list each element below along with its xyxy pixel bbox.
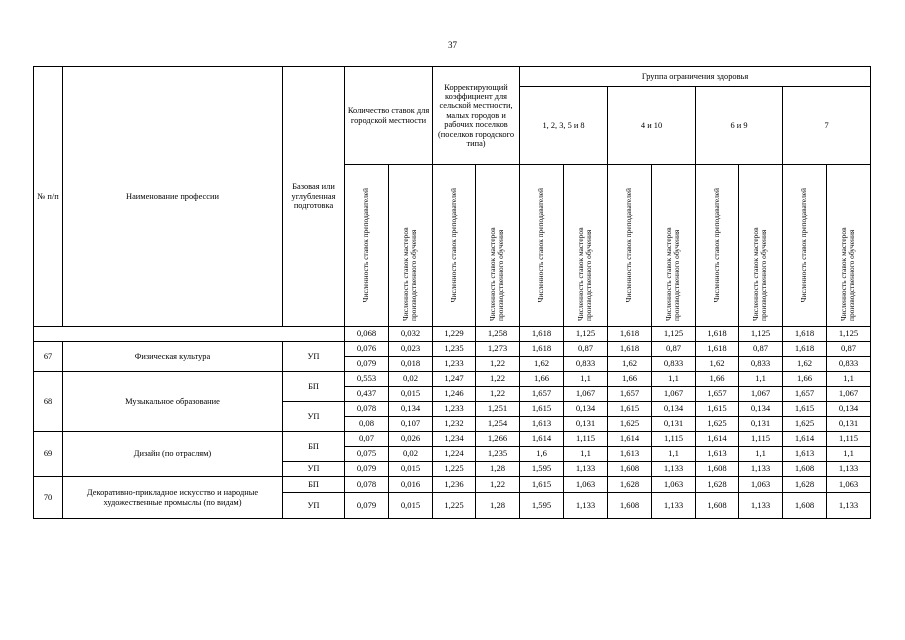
value-cell: 1,595 — [520, 462, 564, 477]
value-cell: 1,115 — [739, 432, 783, 447]
value-cell: 1,234 — [433, 432, 476, 447]
page-number: 37 — [448, 40, 457, 50]
value-cell: 0,02 — [389, 447, 433, 462]
value-cell: 0,015 — [389, 462, 433, 477]
value-cell: 1,1 — [652, 372, 696, 387]
header-masters — [476, 165, 520, 327]
value-cell: 0,134 — [564, 402, 608, 417]
value-cell: 1,247 — [433, 372, 476, 387]
header-masters-label: Численность ставок мастеров производственного обучения — [488, 226, 506, 321]
value-cell: 1,133 — [652, 493, 696, 519]
value-cell: 1,1 — [739, 447, 783, 462]
value-cell: 0,131 — [564, 417, 608, 432]
value-cell: 1,258 — [476, 327, 520, 342]
value-cell: 0,134 — [652, 402, 696, 417]
value-cell: 0,833 — [739, 357, 783, 372]
value-cell: 1,1 — [827, 447, 871, 462]
value-cell: 1,657 — [520, 387, 564, 402]
value-cell: 0,87 — [827, 342, 871, 357]
value-cell: 1,236 — [433, 477, 476, 493]
value-cell: 1,628 — [696, 477, 739, 493]
value-cell: 0,553 — [345, 372, 389, 387]
value-cell: 1,615 — [520, 402, 564, 417]
header-masters-label: Численность ставок мастеров производственного обучения — [576, 226, 594, 321]
value-cell: 0,134 — [827, 402, 871, 417]
header-masters-label: Численность ставок мастеров производственного обучения — [751, 226, 769, 321]
value-cell: 1,625 — [696, 417, 739, 432]
value-cell: 1,608 — [783, 493, 827, 519]
training-type: УП — [283, 493, 345, 519]
header-base: Базовая или углубленная подготовка — [283, 67, 345, 327]
value-cell: 1,615 — [608, 402, 652, 417]
header-group: 1, 2, 3, 5 и 8 — [520, 87, 608, 165]
value-cell: 1,125 — [827, 327, 871, 342]
value-cell: 1,067 — [827, 387, 871, 402]
header-no: № п/п — [34, 67, 63, 327]
header-masters — [739, 165, 783, 327]
table-row — [34, 432, 871, 447]
value-cell: 1,608 — [608, 462, 652, 477]
value-cell: 0,068 — [345, 327, 389, 342]
value-cell: 1,235 — [433, 342, 476, 357]
header-teachers-label: Численность ставок преподавателей — [624, 188, 634, 303]
value-cell: 1,66 — [696, 372, 739, 387]
header-masters-label: Численность ставок мастеров производственного обучения — [401, 226, 419, 321]
value-cell: 1,613 — [696, 447, 739, 462]
value-cell: 1,618 — [696, 327, 739, 342]
header-teachers — [696, 165, 739, 327]
value-cell: 1,615 — [783, 402, 827, 417]
value-cell: 0,078 — [345, 477, 389, 493]
value-cell: 1,063 — [739, 477, 783, 493]
value-cell: 1,063 — [564, 477, 608, 493]
row-number: 67 — [34, 342, 63, 372]
value-cell: 1,1 — [827, 372, 871, 387]
value-cell: 0,134 — [739, 402, 783, 417]
value-cell: 0,032 — [389, 327, 433, 342]
value-cell: 0,079 — [345, 493, 389, 519]
value-cell: 1,62 — [696, 357, 739, 372]
value-cell: 1,614 — [520, 432, 564, 447]
value-cell: 1,133 — [739, 493, 783, 519]
header-masters — [827, 165, 871, 327]
value-cell: 0,134 — [389, 402, 433, 417]
header-teachers — [608, 165, 652, 327]
header-masters — [652, 165, 696, 327]
value-cell: 1,133 — [652, 462, 696, 477]
value-cell: 1,618 — [520, 327, 564, 342]
value-cell: 1,067 — [564, 387, 608, 402]
value-cell: 1,115 — [652, 432, 696, 447]
row-number: 70 — [34, 477, 63, 519]
value-cell: 1,62 — [608, 357, 652, 372]
value-cell: 1,62 — [520, 357, 564, 372]
value-cell: 1,063 — [827, 477, 871, 493]
profession-name: Физическая культура — [63, 342, 283, 372]
value-cell: 0,018 — [389, 357, 433, 372]
value-cell: 1,614 — [783, 432, 827, 447]
value-cell: 1,657 — [783, 387, 827, 402]
value-cell: 1,618 — [608, 327, 652, 342]
table-row — [34, 372, 871, 387]
value-cell: 1,608 — [696, 462, 739, 477]
value-cell: 0,833 — [827, 357, 871, 372]
value-cell: 0,075 — [345, 447, 389, 462]
training-type: БП — [283, 372, 345, 402]
value-cell: 1,233 — [433, 402, 476, 417]
table-row — [34, 342, 871, 357]
value-cell: 0,131 — [652, 417, 696, 432]
value-cell: 0,131 — [739, 417, 783, 432]
profession-name: Музыкальное образование — [63, 372, 283, 432]
value-cell: 1,613 — [520, 417, 564, 432]
header-group: 7 — [783, 87, 871, 165]
value-cell: 1,225 — [433, 462, 476, 477]
value-cell: 1,254 — [476, 417, 520, 432]
value-cell: 1,273 — [476, 342, 520, 357]
value-cell: 1,133 — [739, 462, 783, 477]
value-cell: 0,107 — [389, 417, 433, 432]
value-cell: 1,618 — [520, 342, 564, 357]
value-cell: 1,6 — [520, 447, 564, 462]
value-cell: 1,1 — [564, 447, 608, 462]
header-group: 6 и 9 — [696, 87, 783, 165]
value-cell: 0,87 — [739, 342, 783, 357]
value-cell: 1,067 — [652, 387, 696, 402]
header-teachers-label: Численность ставок преподавателей — [536, 188, 546, 303]
header-group: 4 и 10 — [608, 87, 696, 165]
value-cell: 1,613 — [608, 447, 652, 462]
value-cell: 1,233 — [433, 357, 476, 372]
training-type: УП — [283, 402, 345, 432]
value-cell: 1,235 — [476, 447, 520, 462]
value-cell: 1,628 — [783, 477, 827, 493]
value-cell: 1,1 — [739, 372, 783, 387]
value-cell: 0,833 — [652, 357, 696, 372]
value-cell: 1,063 — [652, 477, 696, 493]
value-cell: 0,87 — [564, 342, 608, 357]
value-cell: 1,595 — [520, 493, 564, 519]
value-cell: 1,608 — [608, 493, 652, 519]
value-cell: 1,22 — [476, 477, 520, 493]
value-cell: 0,02 — [389, 372, 433, 387]
value-cell: 1,615 — [520, 477, 564, 493]
value-cell: 0,437 — [345, 387, 389, 402]
value-cell: 1,613 — [783, 447, 827, 462]
value-cell: 1,115 — [827, 432, 871, 447]
value-cell: 1,22 — [476, 387, 520, 402]
header-coef: Корректирующий коэффициент для сельской местности, малых городов и рабочих поселков (поселков городского типа) — [433, 67, 520, 165]
value-cell: 0,076 — [345, 342, 389, 357]
value-cell: 1,614 — [696, 432, 739, 447]
value-cell: 1,657 — [608, 387, 652, 402]
value-cell: 1,22 — [476, 357, 520, 372]
row-number: 68 — [34, 372, 63, 432]
value-cell: 1,618 — [696, 342, 739, 357]
value-cell: 1,133 — [827, 462, 871, 477]
value-cell: 0,07 — [345, 432, 389, 447]
value-cell: 0,016 — [389, 477, 433, 493]
training-type: БП — [283, 432, 345, 462]
header-teachers — [433, 165, 476, 327]
value-cell: 1,608 — [696, 493, 739, 519]
value-cell: 0,026 — [389, 432, 433, 447]
header-masters-label: Численность ставок мастеров производственного обучения — [664, 226, 682, 321]
value-cell: 1,125 — [564, 327, 608, 342]
header-masters-label: Численность ставок мастеров производственного обучения — [839, 226, 857, 321]
value-cell: 1,1 — [652, 447, 696, 462]
value-cell: 1,62 — [783, 357, 827, 372]
header-health-group: Группа ограничения здоровья — [520, 67, 871, 87]
value-cell: 1,133 — [564, 493, 608, 519]
value-cell: 1,067 — [739, 387, 783, 402]
table-row — [34, 477, 871, 493]
value-cell: 1,224 — [433, 447, 476, 462]
value-cell: 1,608 — [783, 462, 827, 477]
value-cell: 1,125 — [739, 327, 783, 342]
value-cell: 0,015 — [389, 493, 433, 519]
value-cell: 1,628 — [608, 477, 652, 493]
value-cell: 1,66 — [783, 372, 827, 387]
value-cell: 1,225 — [433, 493, 476, 519]
header-urban: Количество ставок для городской местности — [345, 67, 433, 165]
value-cell: 1,657 — [696, 387, 739, 402]
value-cell: 0,131 — [827, 417, 871, 432]
header-teachers-label: Численность ставок преподавателей — [711, 188, 721, 303]
header-masters — [564, 165, 608, 327]
value-cell: 1,246 — [433, 387, 476, 402]
header-masters — [389, 165, 433, 327]
value-cell: 1,125 — [652, 327, 696, 342]
value-cell: 1,266 — [476, 432, 520, 447]
value-cell: 1,251 — [476, 402, 520, 417]
value-cell: 1,66 — [520, 372, 564, 387]
value-cell: 1,618 — [608, 342, 652, 357]
value-cell: 0,08 — [345, 417, 389, 432]
training-type: БП — [283, 477, 345, 493]
value-cell: 0,078 — [345, 402, 389, 417]
profession-name: Декоративно-прикладное искусство и народные художественные промыслы (по видам) — [63, 477, 283, 519]
value-cell: 0,87 — [652, 342, 696, 357]
row-number: 69 — [34, 432, 63, 477]
header-teachers-label: Численность ставок преподавателей — [799, 188, 809, 303]
value-cell: 1,28 — [476, 493, 520, 519]
value-cell: 0,833 — [564, 357, 608, 372]
value-cell: 0,023 — [389, 342, 433, 357]
training-type: УП — [283, 342, 345, 372]
value-cell: 1,618 — [783, 342, 827, 357]
value-cell: 1,229 — [433, 327, 476, 342]
header-profession: Наименование профессии — [63, 67, 283, 327]
value-cell: 1,28 — [476, 462, 520, 477]
value-cell: 0,079 — [345, 462, 389, 477]
header-teachers — [783, 165, 827, 327]
header-teachers-label: Численность ставок преподавателей — [448, 188, 458, 303]
value-cell: 1,625 — [608, 417, 652, 432]
training-type: УП — [283, 462, 345, 477]
profession-name: Дизайн (по отраслям) — [63, 432, 283, 477]
value-cell: 1,1 — [564, 372, 608, 387]
value-cell: 1,614 — [608, 432, 652, 447]
value-cell: 1,625 — [783, 417, 827, 432]
value-cell: 1,22 — [476, 372, 520, 387]
value-cell: 1,66 — [608, 372, 652, 387]
value-cell: 0,079 — [345, 357, 389, 372]
value-cell: 0,015 — [389, 387, 433, 402]
value-cell: 1,232 — [433, 417, 476, 432]
value-cell: 1,133 — [564, 462, 608, 477]
value-cell: 1,133 — [827, 493, 871, 519]
header-teachers — [520, 165, 564, 327]
header-teachers — [345, 165, 389, 327]
base-row-blank — [34, 327, 345, 342]
value-cell: 1,618 — [783, 327, 827, 342]
value-cell: 1,115 — [564, 432, 608, 447]
value-cell: 1,615 — [696, 402, 739, 417]
staffing-table — [33, 66, 871, 519]
header-teachers-label: Численность ставок преподавателей — [361, 188, 371, 303]
